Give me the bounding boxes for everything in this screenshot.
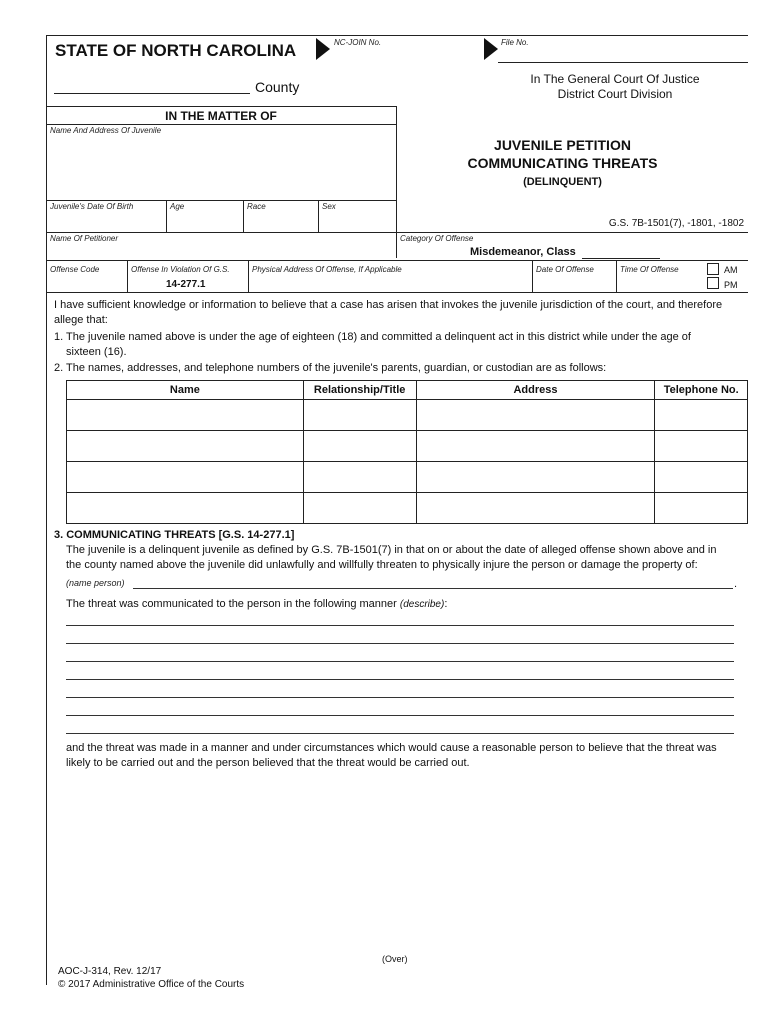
divider — [532, 260, 533, 292]
offense-code-label: Offense Code — [50, 265, 100, 274]
offense-row-bottom — [46, 292, 748, 293]
table-header-row — [67, 381, 748, 400]
parents-table — [66, 380, 748, 524]
divider — [166, 200, 167, 232]
section-3-heading: 3. COMMUNICATING THREATS [G.S. 14-277.1] — [54, 529, 295, 541]
divider — [127, 260, 128, 292]
name-person-period: . — [734, 578, 738, 590]
name-person-blank[interactable] — [133, 588, 733, 589]
item-1-line-2: sixteen (16). — [66, 346, 127, 358]
race-label: Race — [247, 202, 266, 211]
col-telephone-header: Telephone No. — [655, 381, 748, 400]
address-label: Physical Address Of Offense, If Applicable — [252, 265, 402, 274]
td[interactable] — [67, 462, 304, 493]
pm-checkbox[interactable] — [707, 277, 719, 289]
file-no-underline — [498, 62, 748, 63]
am-label: AM — [724, 265, 738, 275]
intro-line-2: allege that: — [54, 314, 108, 326]
table-row — [67, 431, 748, 462]
describe-line-1[interactable] — [66, 625, 734, 626]
offense-row-top — [46, 260, 748, 261]
nc-join-label: NC-JOIN No. — [334, 38, 382, 47]
name-address-label: Name And Address Of Juvenile — [50, 126, 162, 135]
court-line-2: District Court Division — [557, 87, 673, 101]
title-line-2: COMMUNICATING THREATS — [467, 155, 658, 171]
td[interactable] — [303, 431, 416, 462]
form-number: AOC-J-314, Rev. 12/17 — [58, 966, 162, 977]
name-person-label: (name person) — [66, 578, 125, 588]
td[interactable] — [655, 462, 748, 493]
state-title: STATE OF NORTH CAROLINA — [55, 41, 297, 60]
td[interactable] — [303, 400, 416, 431]
pm-label: PM — [724, 280, 738, 290]
table-row — [67, 400, 748, 431]
td[interactable] — [655, 400, 748, 431]
matter-top-line — [46, 106, 396, 107]
violation-label: Offense In Violation Of G.S. — [131, 265, 230, 274]
describe-line-5[interactable] — [66, 697, 734, 698]
td[interactable] — [303, 493, 416, 524]
describe-line-3[interactable] — [66, 661, 734, 662]
violation-value: 14-277.1 — [166, 279, 206, 290]
td[interactable] — [67, 431, 304, 462]
county-label: County — [255, 79, 300, 95]
section-3-line-1: The juvenile is a delinquent juvenile as defined by G.S. 7B-1501(7) in that on or about the date of alleged offense shown above and in — [66, 544, 717, 556]
divider — [616, 260, 617, 292]
td[interactable] — [655, 431, 748, 462]
describe-line-4[interactable] — [66, 679, 734, 680]
time-label: Time Of Offense — [620, 265, 679, 274]
divider — [248, 260, 249, 292]
sex-label: Sex — [322, 202, 336, 211]
td[interactable] — [67, 400, 304, 431]
manner-text: The threat was communicated to the person in the following manner — [66, 598, 397, 610]
dob-row-top — [46, 200, 396, 201]
manner-line — [66, 597, 447, 612]
file-no-label: File No. — [501, 38, 529, 47]
col-name-header: Name — [67, 381, 304, 400]
left-border — [46, 35, 47, 985]
col-address-header: Address — [416, 381, 655, 400]
statute-reference: G.S. 7B-1501(7), -1801, -1802 — [608, 218, 744, 229]
section-3-line-2: the county named above the juvenile did unlawfully and willfully threaten to physically injure the person or damage the property of: — [66, 559, 698, 571]
td[interactable] — [416, 462, 655, 493]
table-row — [67, 493, 748, 524]
divider — [243, 200, 244, 232]
county-blank[interactable] — [54, 93, 250, 94]
td[interactable] — [655, 493, 748, 524]
table-row — [67, 462, 748, 493]
divider — [318, 200, 319, 232]
file-no-arrow-icon — [484, 38, 498, 60]
matter-right-border — [396, 106, 397, 258]
am-checkbox[interactable] — [707, 263, 719, 275]
describe-label: (describe) — [399, 599, 445, 610]
title-line-3: (DELINQUENT) — [523, 176, 602, 188]
describe-line-7[interactable] — [66, 733, 734, 734]
td[interactable] — [303, 462, 416, 493]
item-2: 2. The names, addresses, and telephone numbers of the juvenile's parents, guardian, or custodian are as follows: — [54, 362, 607, 374]
category-value: Misdemeanor, Class — [470, 246, 576, 258]
col-relationship-header: Relationship/Title — [303, 381, 416, 400]
td[interactable] — [416, 400, 655, 431]
intro-line-1: I have sufficient knowledge or information to believe that a case has arisen that invokes the juvenile jurisdiction of the court, and therefore — [54, 299, 723, 311]
closing-line-2: likely to be carried out and the person believed that the threat would be carried out. — [66, 757, 470, 769]
court-line-1: In The General Court Of Justice — [530, 72, 700, 86]
matter-heading: IN THE MATTER OF — [165, 109, 277, 123]
td[interactable] — [416, 431, 655, 462]
petitioner-label: Name Of Petitioner — [50, 234, 119, 243]
td[interactable] — [416, 493, 655, 524]
nc-join-arrow-icon — [316, 38, 330, 60]
describe-line-2[interactable] — [66, 643, 734, 644]
top-border — [46, 35, 748, 36]
item-1-line-1: 1. The juvenile named above is under the age of eighteen (18) and committed a delinquent act in this district while under the age of — [54, 331, 691, 343]
over-label: (Over) — [382, 954, 408, 964]
matter-heading-line — [46, 124, 396, 125]
dob-label: Juvenile's Date Of Birth — [50, 202, 134, 211]
closing-line-1: and the threat was made in a manner and under circumstances which would cause a reasonable person to believe that the threat was — [66, 742, 717, 754]
copyright: © 2017 Administrative Office of the Courts — [58, 979, 245, 990]
title-line-1: JUVENILE PETITION — [494, 137, 631, 153]
manner-colon: : — [444, 598, 448, 610]
category-label: Category Of Offense — [400, 234, 474, 243]
describe-line-6[interactable] — [66, 715, 734, 716]
age-label: Age — [170, 202, 185, 211]
td[interactable] — [67, 493, 304, 524]
date-label: Date Of Offense — [536, 265, 594, 274]
class-blank[interactable] — [582, 258, 660, 259]
petitioner-row-top — [46, 232, 748, 233]
